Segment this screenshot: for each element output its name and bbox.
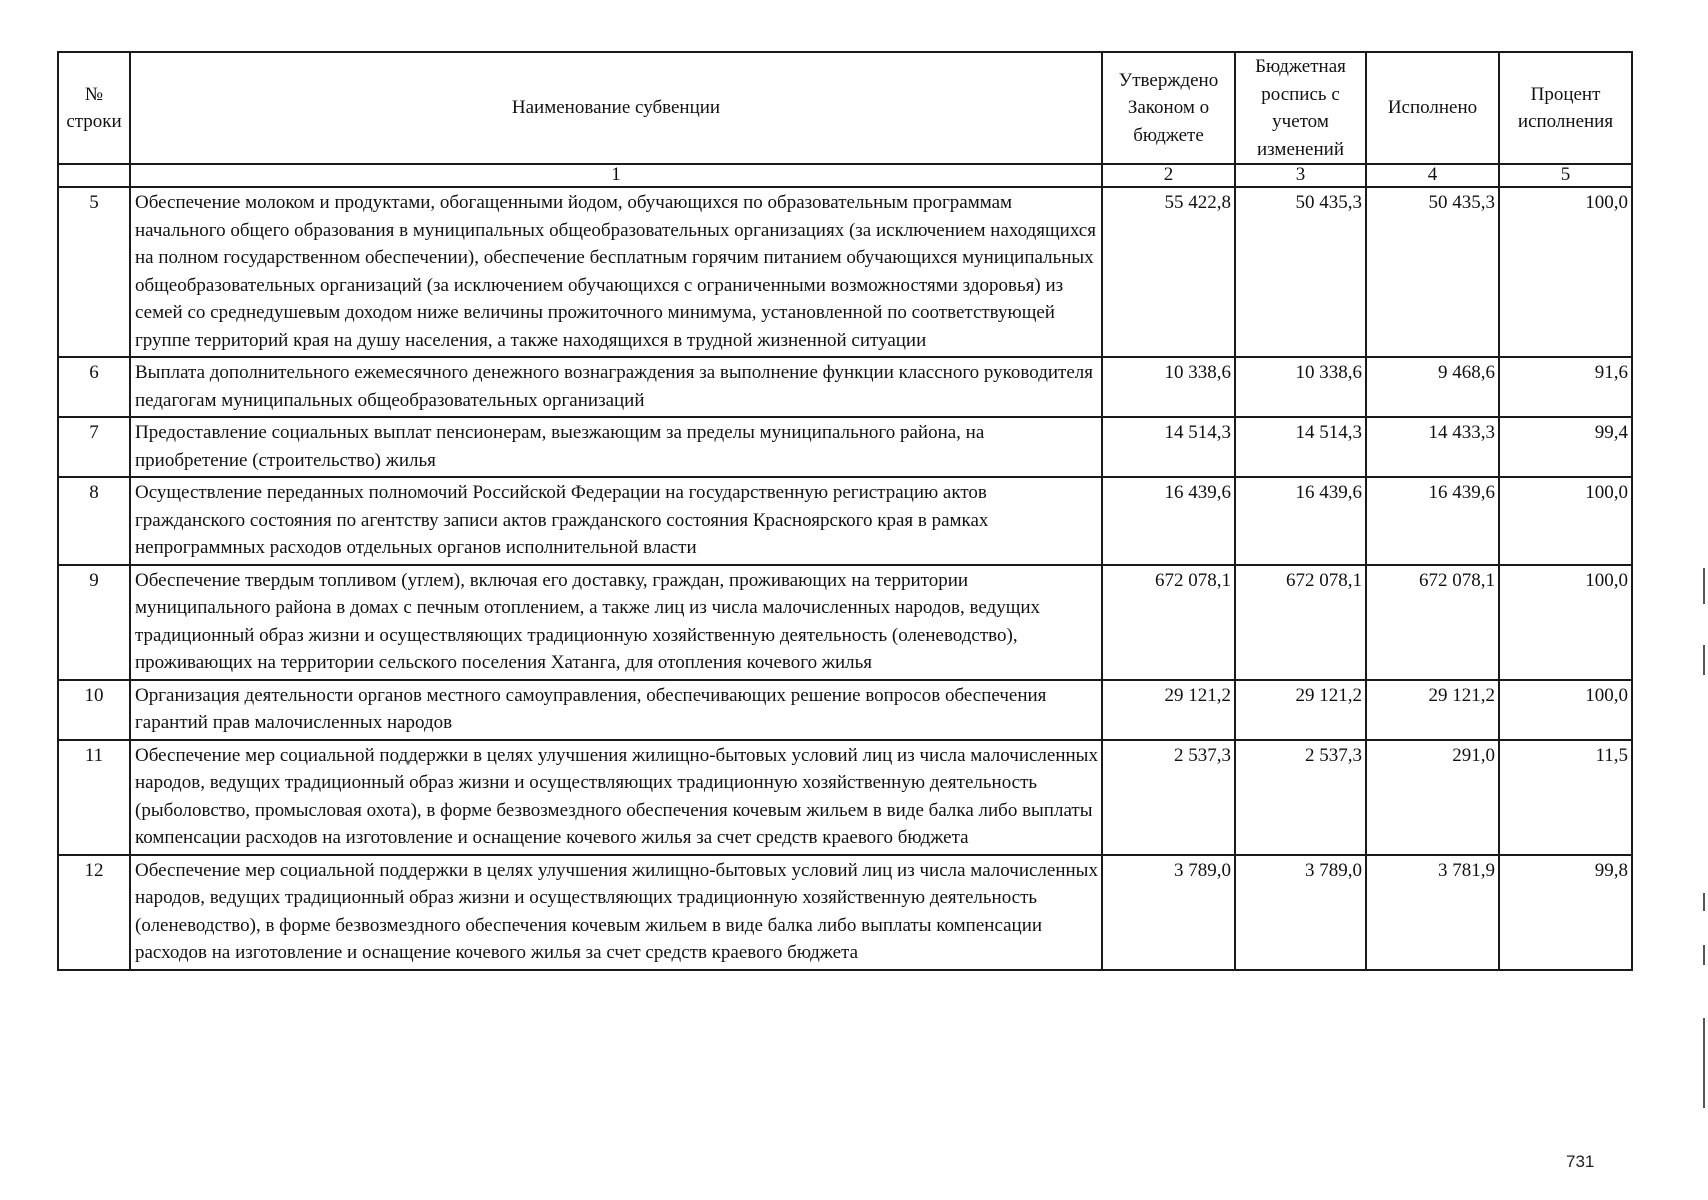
executed-amount-cell: 50 435,3 — [1366, 187, 1499, 357]
subvention-name-cell: Осуществление переданных полномочий Российской Федерации на государственную регистрацию актов гражданского состояния по агентству записи актов гражданского состояния Красноярского края в рамках непрограммных расходов отдельных органов исполнительной власти — [130, 477, 1102, 565]
row-number-cell: 7 — [58, 417, 130, 477]
row-number-cell: 10 — [58, 680, 130, 740]
execution-percent-cell: 11,5 — [1499, 740, 1632, 855]
scan-artifact — [1703, 945, 1705, 965]
approved-amount-cell: 55 422,8 — [1102, 187, 1235, 357]
header-name: Наименование субвенции — [130, 52, 1102, 164]
execution-percent-cell: 99,8 — [1499, 855, 1632, 970]
page-number: 731 — [1566, 1152, 1595, 1171]
table-row — [58, 417, 1632, 477]
table-row — [58, 740, 1632, 855]
budget-list-amount-cell: 16 439,6 — [1235, 477, 1366, 565]
subventions-table — [57, 51, 1633, 971]
table-row — [58, 477, 1632, 565]
scan-artifact — [1703, 893, 1705, 911]
column-number: 2 — [1102, 164, 1235, 187]
header-percent: Процент исполнения — [1499, 52, 1632, 164]
table-header-row — [58, 52, 1632, 164]
subvention-name-cell: Обеспечение мер социальной поддержки в целях улучшения жилищно-бытовых условий лиц из числа малочисленных народов, ведущих традиционный образ жизни и осуществляющих традиционную хозяйственную деятельность (рыболовство, промысловая охота), в форме безвозмездного обеспечения кочевым жильем в виде балка либо выплаты компенсации расходов на изготовление и оснащение кочевого жилья за счет средств краевого бюджета — [130, 740, 1102, 855]
scan-artifact — [1703, 645, 1705, 675]
executed-amount-cell: 29 121,2 — [1366, 680, 1499, 740]
executed-amount-cell: 14 433,3 — [1366, 417, 1499, 477]
column-numbers-row — [58, 164, 1632, 187]
subvention-name-cell: Обеспечение твердым топливом (углем), включая его доставку, граждан, проживающих на территории муниципального района в домах с печным отоплением, а также лиц из числа малочисленных народов, ведущих традиционный образ жизни и осуществляющих традиционную хозяйственную деятельность (оленеводство), проживающих на территории сельского поселения Хатанга, для отопления кочевого жилья — [130, 565, 1102, 680]
scan-artifact — [1703, 1018, 1705, 1108]
row-number-cell: 11 — [58, 740, 130, 855]
table-row — [58, 565, 1632, 680]
column-number: 5 — [1499, 164, 1632, 187]
subvention-name-cell: Обеспечение мер социальной поддержки в целях улучшения жилищно-бытовых условий лиц из числа малочисленных народов, ведущих традиционный образ жизни и осуществляющих традиционную хозяйственную деятельность (оленеводство), в форме безвозмездного обеспечения кочевым жильем в виде балка либо выплаты компенсации расходов на изготовление и оснащение кочевого жилья за счет средств краевого бюджета — [130, 855, 1102, 970]
table-body — [58, 187, 1632, 970]
execution-percent-cell: 100,0 — [1499, 187, 1632, 357]
approved-amount-cell: 3 789,0 — [1102, 855, 1235, 970]
budget-list-amount-cell: 3 789,0 — [1235, 855, 1366, 970]
subvention-name-cell: Предоставление социальных выплат пенсионерам, выезжающим за пределы муниципального района, на приобретение (строительство) жилья — [130, 417, 1102, 477]
execution-percent-cell: 91,6 — [1499, 357, 1632, 417]
subvention-name-cell: Выплата дополнительного ежемесячного денежного вознаграждения за выполнение функции классного руководителя педагогам муниципальных общеобразовательных организаций — [130, 357, 1102, 417]
budget-list-amount-cell: 14 514,3 — [1235, 417, 1366, 477]
table-row — [58, 855, 1632, 970]
budget-list-amount-cell: 50 435,3 — [1235, 187, 1366, 357]
approved-amount-cell: 672 078,1 — [1102, 565, 1235, 680]
approved-amount-cell: 16 439,6 — [1102, 477, 1235, 565]
budget-list-amount-cell: 29 121,2 — [1235, 680, 1366, 740]
executed-amount-cell: 16 439,6 — [1366, 477, 1499, 565]
executed-amount-cell: 3 781,9 — [1366, 855, 1499, 970]
table-row — [58, 357, 1632, 417]
executed-amount-cell: 672 078,1 — [1366, 565, 1499, 680]
execution-percent-cell: 100,0 — [1499, 680, 1632, 740]
budget-list-amount-cell: 2 537,3 — [1235, 740, 1366, 855]
subvention-name-cell: Организация деятельности органов местного самоуправления, обеспечивающих решение вопросов обеспечения гарантий прав малочисленных народов — [130, 680, 1102, 740]
execution-percent-cell: 99,4 — [1499, 417, 1632, 477]
executed-amount-cell: 291,0 — [1366, 740, 1499, 855]
subvention-name-cell: Обеспечение молоком и продуктами, обогащенными йодом, обучающихся по образовательным программам начального общего образования в муниципальных общеобразовательных организациях (за исключением находящихся на полном государственном обеспечении), обеспечение бесплатным горячим питанием обучающихся муниципальных общеобразовательных организаций (за исключением обучающихся с ограниченными возможностями здоровья) из семей со среднедушевым доходом ниже величины прожиточного минимума, установленной по соответствующей группе территорий края на душу населения, а также находящихся в трудной жизненной ситуации — [130, 187, 1102, 357]
column-number: 3 — [1235, 164, 1366, 187]
header-budget-list: Бюджетная роспись с учетом изменений — [1235, 52, 1366, 164]
row-number-cell: 8 — [58, 477, 130, 565]
execution-percent-cell: 100,0 — [1499, 565, 1632, 680]
column-number: 4 — [1366, 164, 1499, 187]
budget-list-amount-cell: 672 078,1 — [1235, 565, 1366, 680]
executed-amount-cell: 9 468,6 — [1366, 357, 1499, 417]
approved-amount-cell: 14 514,3 — [1102, 417, 1235, 477]
row-number-cell: 5 — [58, 187, 130, 357]
table-row — [58, 187, 1632, 357]
table-row — [58, 680, 1632, 740]
header-row-no: № строки — [58, 52, 130, 164]
approved-amount-cell: 29 121,2 — [1102, 680, 1235, 740]
execution-percent-cell: 100,0 — [1499, 477, 1632, 565]
scan-artifact — [1703, 568, 1705, 604]
approved-amount-cell: 10 338,6 — [1102, 357, 1235, 417]
row-number-cell: 9 — [58, 565, 130, 680]
header-executed: Исполнено — [1366, 52, 1499, 164]
row-number-cell: 6 — [58, 357, 130, 417]
approved-amount-cell: 2 537,3 — [1102, 740, 1235, 855]
budget-list-amount-cell: 10 338,6 — [1235, 357, 1366, 417]
row-number-cell: 12 — [58, 855, 130, 970]
column-number — [58, 164, 130, 187]
column-number: 1 — [130, 164, 1102, 187]
header-approved: Утверждено Законом о бюджете — [1102, 52, 1235, 164]
